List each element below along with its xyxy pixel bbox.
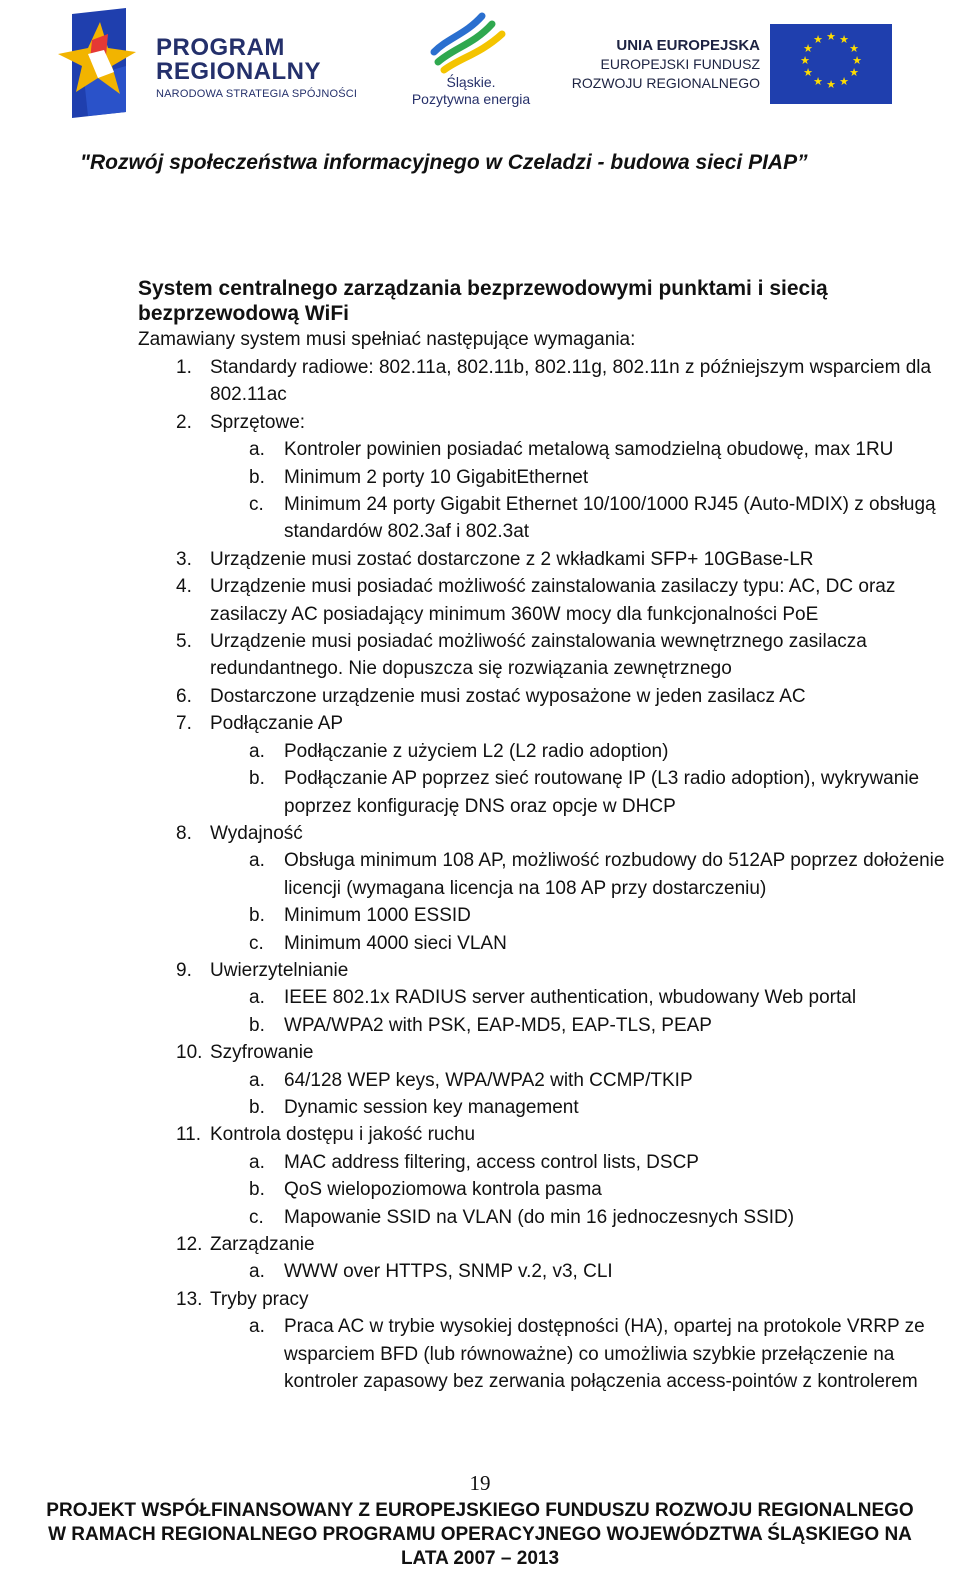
svg-text:★: ★ xyxy=(803,66,813,79)
requirement-item xyxy=(138,1121,960,1148)
requirement-subitem xyxy=(138,930,960,957)
requirement-subitem-letter: b. xyxy=(249,1014,265,1036)
requirement-item xyxy=(138,957,960,984)
requirement-subitem-text: Podłączanie AP poprzez sieć routowanę IP (L3 radio adoption), wykrywanie poprzez konfigurację DNS oraz opcje w DHCP xyxy=(284,768,920,817)
svg-text:★: ★ xyxy=(826,30,836,43)
requirement-subitem-letter: b. xyxy=(249,1179,265,1201)
requirement-subitem xyxy=(138,1313,960,1395)
requirement-number: 11. xyxy=(176,1124,202,1146)
requirement-item xyxy=(138,546,960,573)
slaskie-logo-line1: Śląskie. xyxy=(446,74,496,90)
requirement-text: Uwierzytelnianie xyxy=(210,959,349,981)
page-number: 19 xyxy=(469,1471,491,1495)
requirement-subitem-text: Kontroler powinien posiadać metalową samodzielną obudowę, max 1RU xyxy=(284,439,894,461)
requirement-subitem xyxy=(138,847,960,902)
svg-text:★: ★ xyxy=(849,42,859,55)
requirement-subitem-letter: b. xyxy=(249,768,265,790)
section-heading-line2: bezprzewodową WiFi xyxy=(138,302,349,325)
requirement-subitem xyxy=(138,765,960,820)
requirement-subitem-text: Podłączanie z użyciem L2 (L2 radio adoption) xyxy=(284,740,669,762)
requirement-item xyxy=(138,820,960,847)
requirement-item xyxy=(138,1231,960,1258)
requirement-number: 9. xyxy=(176,959,192,981)
program-regionalny-logo-icon xyxy=(58,8,150,118)
requirement-subitem xyxy=(138,1258,960,1285)
requirement-subitem xyxy=(138,1067,960,1094)
requirement-subitem xyxy=(138,1094,960,1121)
slaskie-logo-line2: Pozytywna energia xyxy=(411,91,531,107)
svg-text:★: ★ xyxy=(852,54,862,67)
requirement-text: Urządzenie musi zostać dostarczone z 2 wkładkami SFP+ 10GBase-LR xyxy=(210,548,814,570)
requirement-item xyxy=(138,1039,960,1066)
requirement-number: 1. xyxy=(176,357,192,378)
requirement-subitem-letter: b. xyxy=(249,1096,265,1118)
requirement-number: 6. xyxy=(176,685,192,707)
requirement-subitem-letter: a. xyxy=(249,1261,265,1283)
program-logo-line1: PROGRAM xyxy=(156,34,285,61)
requirement-subitem-letter: a. xyxy=(249,987,265,1009)
requirement-number: 13. xyxy=(176,1288,203,1310)
section-heading xyxy=(138,276,918,326)
requirement-subitem-text: Minimum 4000 sieci VLAN xyxy=(284,932,507,954)
svg-text:★: ★ xyxy=(826,78,836,91)
requirement-text: Tryby pracy xyxy=(210,1288,309,1310)
requirement-subitem-letter: a. xyxy=(249,1151,265,1173)
requirement-subitem-text: IEEE 802.1x RADIUS server authentication, wbudowany Web portal xyxy=(284,987,857,1009)
requirement-number: 10. xyxy=(176,1042,203,1064)
requirement-number: 2. xyxy=(176,411,192,433)
slaskie-logo-text xyxy=(406,74,536,108)
section-intro: Zamawiany system musi spełniać następujące wymagania: xyxy=(138,329,636,350)
requirement-number: 12. xyxy=(176,1234,203,1255)
requirement-item xyxy=(138,1286,960,1313)
eu-logo-line1: UNIA EUROPEJSKA xyxy=(616,37,760,54)
svg-text:★: ★ xyxy=(849,66,859,79)
requirement-text: Szyfrowanie xyxy=(210,1042,314,1064)
requirement-subitem xyxy=(138,738,960,765)
requirement-text: Dostarczone urządzenie musi zostać wyposażone w jeden zasilacz AC xyxy=(210,685,806,707)
requirement-text: Sprzętowe: xyxy=(210,411,306,433)
svg-text:★: ★ xyxy=(839,33,849,46)
requirement-subitem-text: Minimum 24 porty Gigabit Ethernet 10/100/1000 RJ45 (Auto-MDIX) z obsługą standardów 802.3af i 802.3at xyxy=(284,494,936,543)
requirement-subitem-letter: a. xyxy=(249,439,265,461)
eu-logo-line3: ROZWOJU REGIONALNEGO xyxy=(571,75,760,91)
requirement-text: Zarządzanie xyxy=(210,1234,315,1255)
requirement-subitem-letter: b. xyxy=(249,905,265,927)
requirement-subitem-text: MAC address filtering, access control lists, DSCP xyxy=(284,1151,699,1173)
requirement-text: Podłączanie AP xyxy=(210,713,344,735)
requirement-subitem-letter: a. xyxy=(249,1316,265,1338)
program-logo-line3: NARODOWA STRATEGIA SPÓJNOŚCI xyxy=(156,88,358,100)
requirement-subitem-letter: a. xyxy=(249,850,265,872)
document-body xyxy=(138,276,945,1393)
requirement-subitem xyxy=(138,902,960,929)
requirement-text: Wydajność xyxy=(210,822,303,844)
requirement-subitem xyxy=(138,464,960,491)
requirement-number: 3. xyxy=(176,548,192,570)
svg-text:★: ★ xyxy=(813,75,823,88)
requirement-subitem-text: Dynamic session key management xyxy=(284,1096,579,1118)
requirement-subitem-text: WPA/WPA2 with PSK, EAP-MD5, EAP-TLS, PEAP xyxy=(284,1014,712,1036)
requirement-subitem-text: Mapowanie SSID na VLAN (do min 16 jednoczesnych SSID) xyxy=(284,1206,795,1228)
requirement-subitem xyxy=(138,1204,960,1231)
requirement-item xyxy=(138,710,960,737)
requirement-text: Standardy radiowe: 802.11a, 802.11b, 802.11g, 802.11n z późniejszym wsparciem dla 802.11ac xyxy=(210,357,932,406)
footer xyxy=(0,1499,960,1571)
requirements-ordered-list xyxy=(138,354,960,1395)
requirement-subitem-letter: a. xyxy=(249,1069,265,1091)
requirement-item xyxy=(138,409,960,436)
requirement-subitem-text: QoS wielopoziomowa kontrola pasma xyxy=(284,1179,602,1201)
requirement-subitem xyxy=(138,1012,960,1039)
requirement-subitem-text: 64/128 WEP keys, WPA/WPA2 with CCMP/TKIP xyxy=(284,1069,693,1091)
requirements-list xyxy=(138,354,960,1395)
requirement-text: Urządzenie musi posiadać możliwość zainstalowania zasilaczy typu: AC, DC oraz zasilaczy AC posiadający minimum 360W mocy dla funkcjonalności PoE xyxy=(210,576,896,625)
requirement-text: Urządzenie musi posiadać możliwość zainstalowania wewnętrznego zasilacza redundantnego. Nie dopuszcza się rozwiązania zewnętrznego xyxy=(210,631,867,680)
requirement-subitem xyxy=(138,1176,960,1203)
svg-text:★: ★ xyxy=(803,42,813,55)
requirement-subitem-text: Praca AC w trybie wysokiej dostępności (HA), opartej na protokole VRRP ze wsparciem BFD (lub równoważne) co umożliwia szybkie przełączenie na kontroler zapasowy bez zerwania połączenia access-pointów z kontrolerem xyxy=(284,1316,925,1393)
program-regionalny-text xyxy=(156,36,357,100)
requirement-item xyxy=(138,573,960,628)
requirement-subitem-letter: b. xyxy=(249,466,265,488)
requirement-text: Kontrola dostępu i jakość ruchu xyxy=(210,1124,476,1146)
project-title: "Rozwój społeczeństwa informacyjnego w Czeladzi - budowa sieci PIAP” xyxy=(80,151,808,174)
requirement-item xyxy=(138,628,960,683)
svg-text:★: ★ xyxy=(813,33,823,46)
eu-logo-line2: EUROPEJSKI FUNDUSZ xyxy=(600,56,760,72)
requirement-subitem-letter: a. xyxy=(249,740,265,762)
requirement-subitem-letter: c. xyxy=(249,494,264,516)
requirement-number: 8. xyxy=(176,822,192,844)
eu-logo-text xyxy=(560,36,760,93)
requirement-subitem xyxy=(138,984,960,1011)
requirement-subitem xyxy=(138,1149,960,1176)
header-logos xyxy=(0,0,960,125)
requirement-subitem xyxy=(138,491,960,546)
requirement-item xyxy=(138,683,960,710)
requirement-subitem-letter: c. xyxy=(249,932,264,954)
footer-line3: LATA 2007 – 2013 xyxy=(400,1548,560,1569)
requirement-number: 4. xyxy=(176,576,192,598)
requirement-subitem-text: Obsługa minimum 108 AP, możliwość rozbudowy do 512AP poprzez dołożenie licencji (wymagana licencja na 108 AP przy dostarczeniu) xyxy=(284,850,945,899)
slaskie-logo-icon xyxy=(430,8,510,74)
svg-text:★: ★ xyxy=(800,54,810,67)
eu-flag-icon xyxy=(770,24,892,104)
requirement-item xyxy=(138,354,960,409)
footer-line1: PROJEKT WSPÓŁFINANSOWANY Z EUROPEJSKIEGO FUNDUSZU ROZWOJU REGIONALNEGO xyxy=(46,1500,914,1521)
program-logo-line2: REGIONALNY xyxy=(156,58,322,85)
svg-text:★: ★ xyxy=(839,75,849,88)
footer-line2: W RAMACH REGIONALNEGO PROGRAMU OPERACYJNEGO WOJEWÓDZTWA ŚLĄSKIEGO NA xyxy=(48,1524,912,1545)
requirement-subitem-text: Minimum 1000 ESSID xyxy=(284,905,471,927)
section-heading-line1: System centralnego zarządzania bezprzewodowymi punktami i siecią xyxy=(138,277,828,300)
requirement-subitem xyxy=(138,436,960,463)
requirement-number: 7. xyxy=(176,713,192,735)
requirement-number: 5. xyxy=(176,631,192,653)
requirement-subitem-text: Minimum 2 porty 10 GigabitEthernet xyxy=(284,466,589,488)
requirement-subitem-letter: c. xyxy=(249,1206,264,1228)
requirement-subitem-text: WWW over HTTPS, SNMP v.2, v3, CLI xyxy=(284,1261,613,1283)
